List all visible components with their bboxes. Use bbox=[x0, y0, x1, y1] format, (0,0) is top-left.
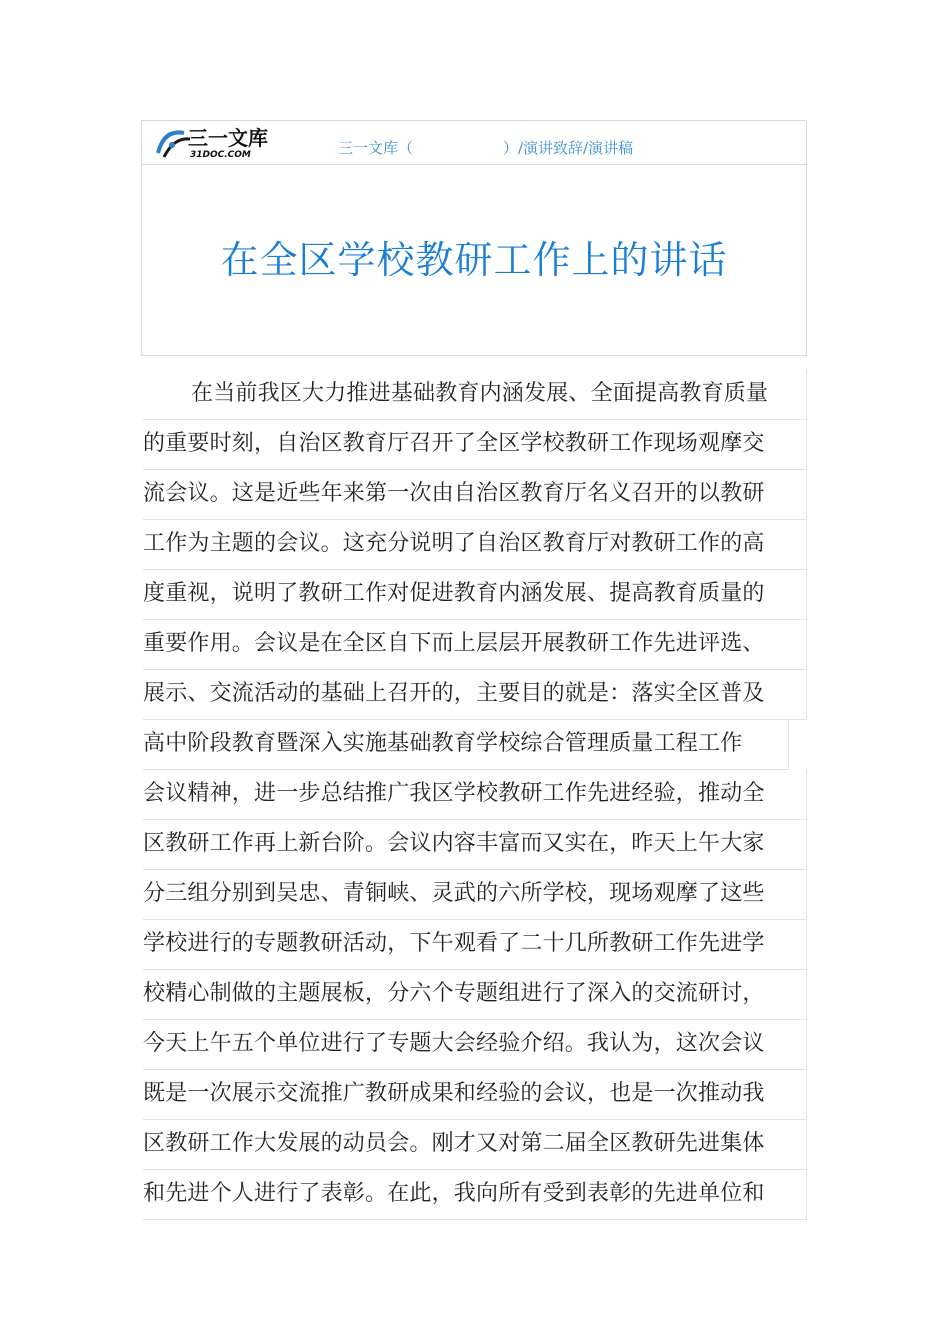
text-line: 今天上午五个单位进行了专题大会经验介绍。我认为，这次会议 bbox=[143, 1020, 807, 1070]
text-line: 学校进行的专题教研活动，下午观看了二十几所教研工作先进学 bbox=[143, 920, 807, 970]
logo-text: 三一文库 bbox=[188, 126, 268, 150]
text-line: 高中阶段教育暨深入实施基础教育学校综合管理质量工程工作 bbox=[143, 720, 789, 770]
site-logo bbox=[154, 123, 284, 163]
text-line: 和先进个人进行了表彰。在此，我向所有受到表彰的先进单位和 bbox=[143, 1170, 807, 1220]
text-line: 会议精神，进一步总结推广我区学校教研工作先进经验，推动全 bbox=[143, 770, 807, 820]
text-line: 分三组分别到吴忠、青铜峡、灵武的六所学校，现场观摩了这些 bbox=[143, 870, 807, 920]
text-line: 既是一次展示交流推广教研成果和经验的会议，也是一次推动我 bbox=[143, 1070, 807, 1120]
text-line: 展示、交流活动的基础上召开的，主要目的就是：落实全区普及 bbox=[143, 670, 807, 720]
document-header-frame bbox=[141, 120, 807, 356]
breadcrumb[interactable]: 三一文库（ ）/演讲致辞/演讲稿 bbox=[338, 139, 634, 157]
text-line: 工作为主题的会议。这充分说明了自治区教育厅对教研工作的高 bbox=[143, 520, 807, 570]
text-line: 流会议。这是近些年来第一次由自治区教育厅名义召开的以教研 bbox=[143, 470, 807, 520]
article-body bbox=[143, 370, 807, 1220]
text-line: 重要作用。会议是在全区自下而上层层开展教研工作先进评选、 bbox=[143, 620, 807, 670]
text-line: 的重要时刻，自治区教育厅召开了全区学校教研工作现场观摩交 bbox=[143, 420, 807, 470]
text-line: 校精心制做的主题展板，分六个专题组进行了深入的交流研讨， bbox=[143, 970, 807, 1020]
text-line: 在当前我区大力推进基础教育内涵发展、全面提高教育质量 bbox=[143, 370, 807, 420]
text-line: 区教研工作大发展的动员会。刚才又对第二届全区教研先进集体 bbox=[143, 1120, 807, 1170]
header-row bbox=[142, 121, 806, 165]
text-line: 区教研工作再上新台阶。会议内容丰富而又实在，昨天上午大家 bbox=[143, 820, 807, 870]
page-title: 在全区学校教研工作上的讲话 bbox=[220, 238, 728, 282]
text-line: 度重视，说明了教研工作对促进教育内涵发展、提高教育质量的 bbox=[143, 570, 807, 620]
logo-subtext: 31DOC.COM bbox=[190, 150, 251, 160]
